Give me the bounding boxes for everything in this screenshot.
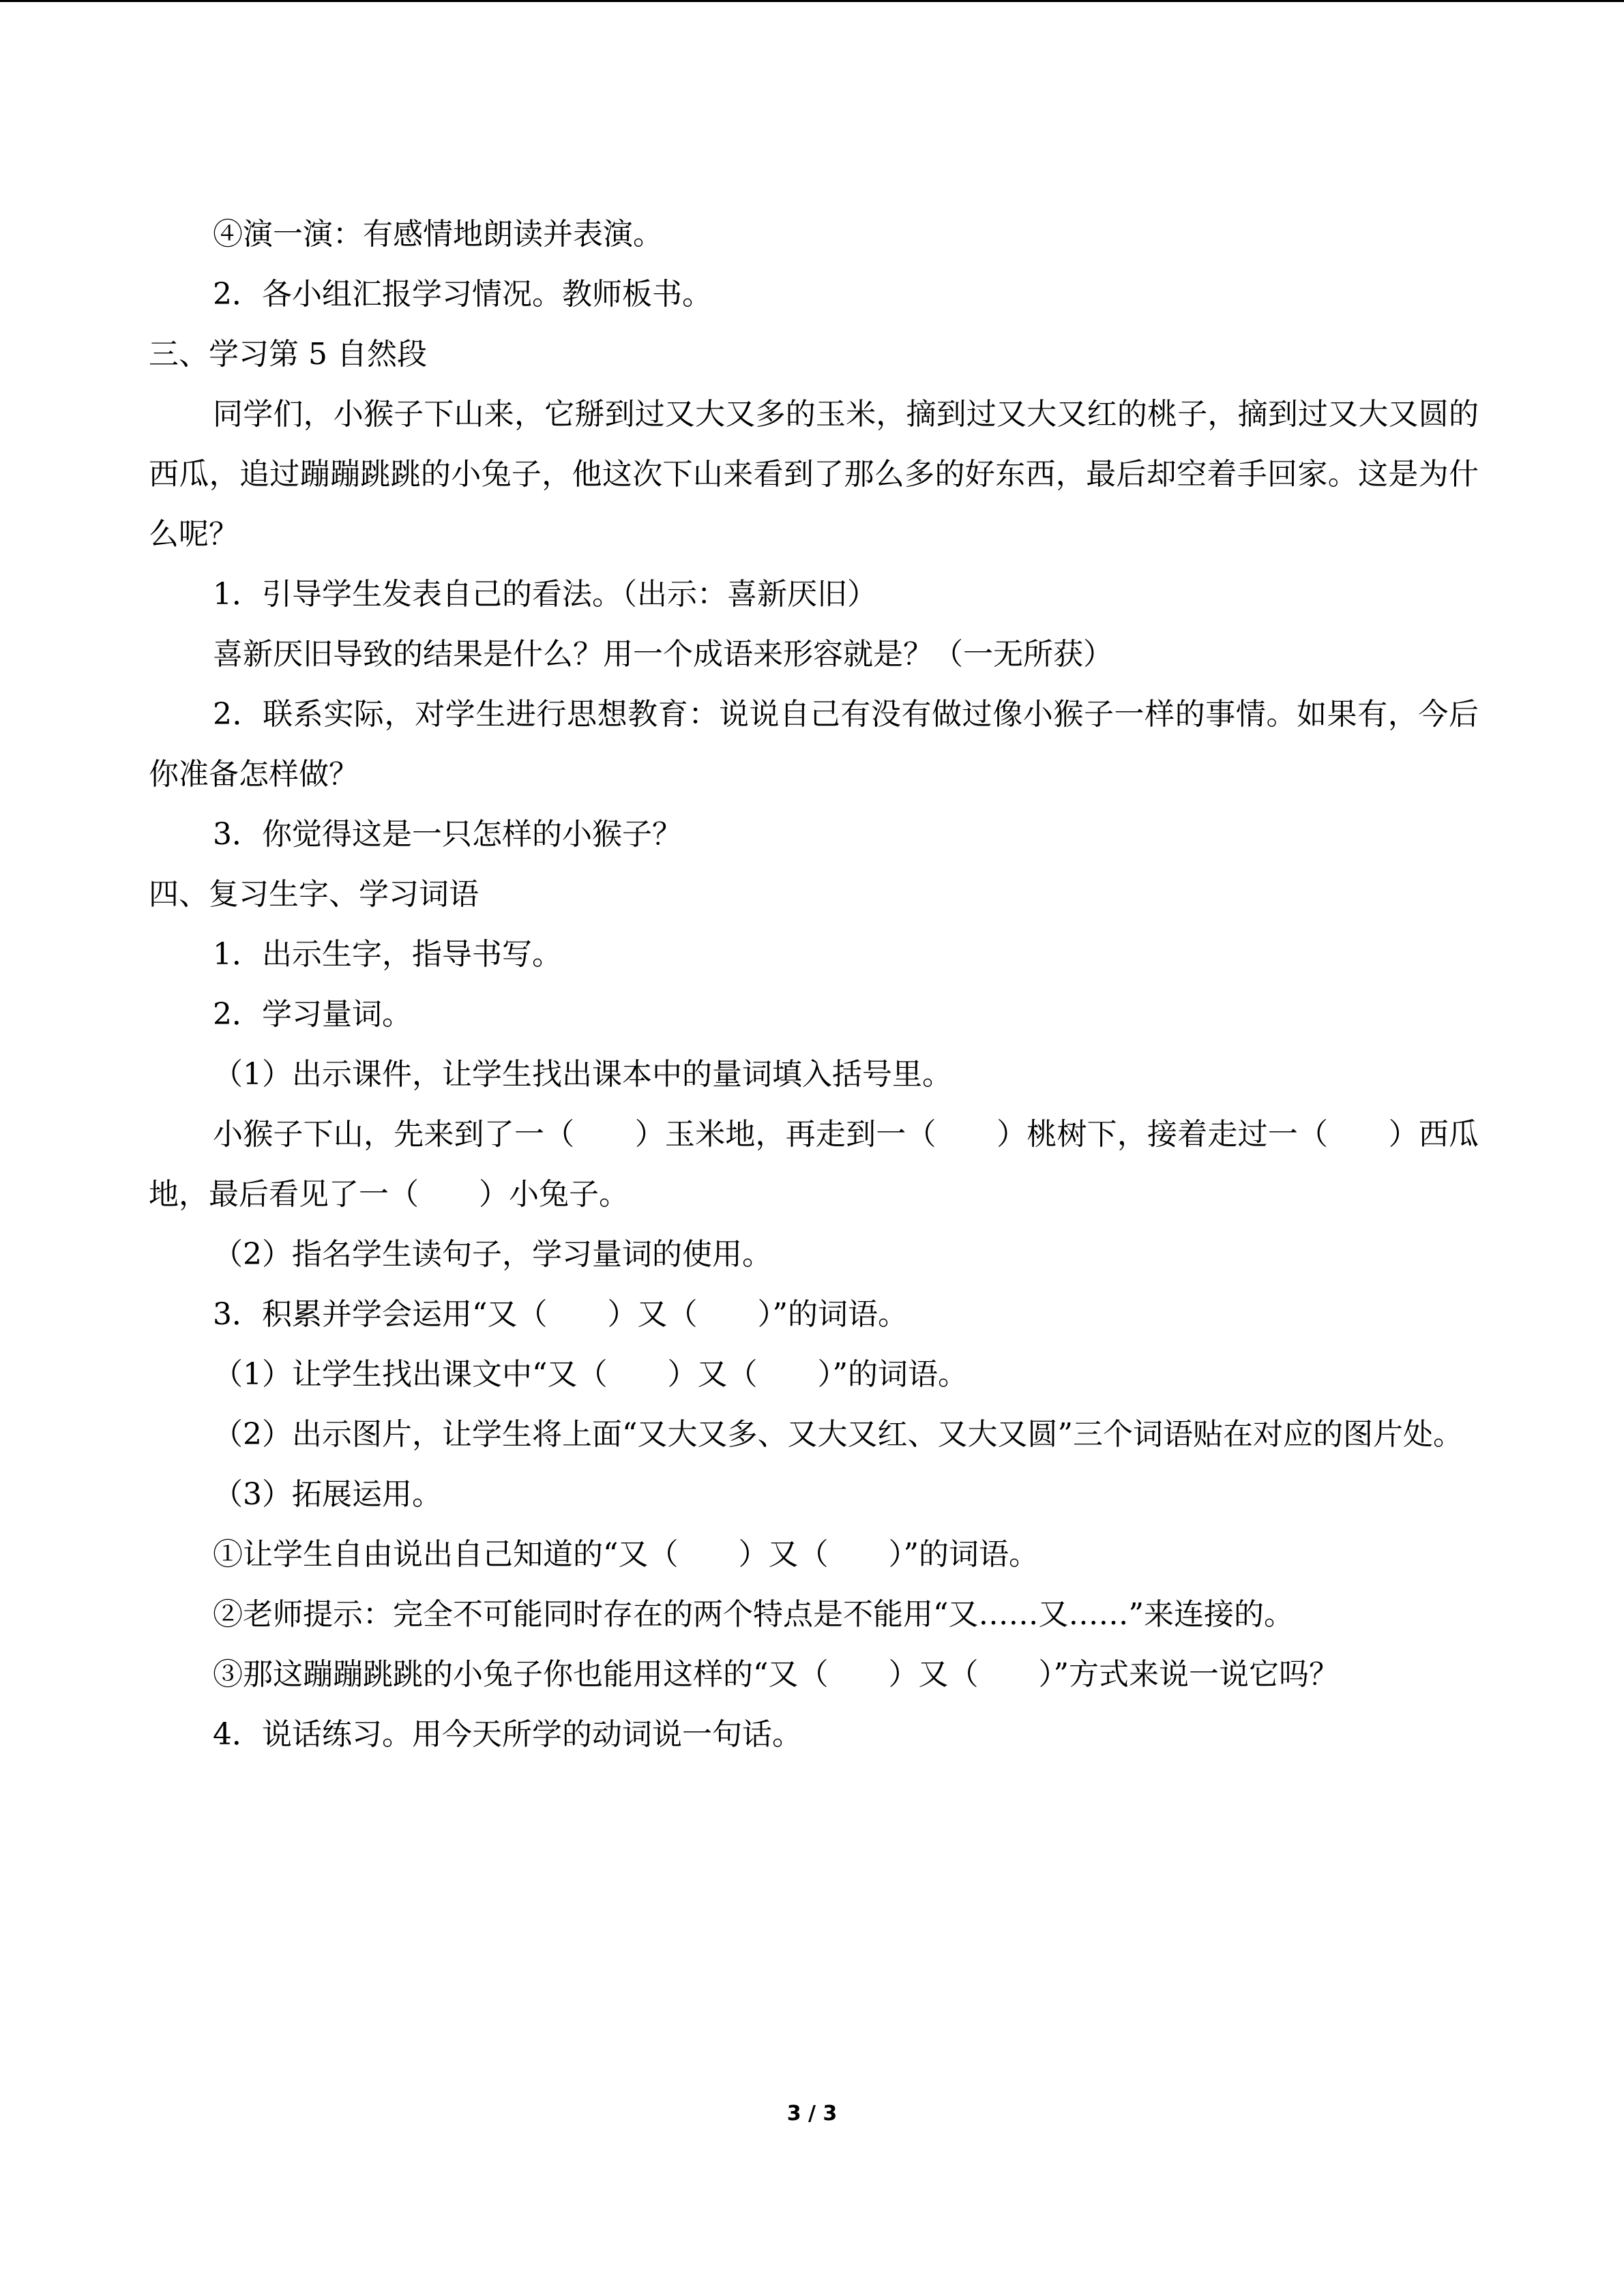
text-line: ②老师提示：完全不可能同时存在的两个特点是不能用“又……又……”来连接的。	[213, 1597, 1294, 1632]
paragraph: 小猴子下山，先来到了一（ ）玉米地，再走到一（ ）桃树下，接着走过一（ ）西瓜地，最后看见了一（ ）小兔子。	[149, 1117, 1479, 1212]
page-number: 3 / 3	[786, 2102, 838, 2126]
text-line: 1．出示生字，指导书写。	[213, 937, 562, 972]
text-line: 喜新厌旧导致的结果是什么？用一个成语来形容就是？（一无所获）	[213, 637, 1113, 672]
text-line: （1）出示课件，让学生找出课本中的量词填入括号里。	[213, 1057, 952, 1092]
text-line: （1）让学生找出课文中“又（ ）又（ ）”的词语。	[213, 1357, 968, 1392]
text-line: ③那这蹦蹦跳跳的小兔子你也能用这样的“又（ ）又（ ）”方式来说一说它吗？	[213, 1657, 1339, 1692]
text-line: 2．学习量词。	[213, 997, 412, 1032]
text-line: （3）拓展运用。	[213, 1477, 442, 1512]
text-line: 3．积累并学会运用“又（ ）又（ ）”的词语。	[213, 1297, 908, 1332]
text-line: （2）指名学生读句子，学习量词的使用。	[213, 1237, 772, 1272]
top-border-line	[0, 0, 1624, 2]
text-line: 2．各小组汇报学习情况。教师板书。	[213, 277, 712, 312]
text-line: ①让学生自由说出自己知道的“又（ ）又（ ）”的词语。	[213, 1537, 1039, 1572]
section-heading: 四、复习生字、学习词语	[149, 877, 479, 912]
text-line: 4．说话练习。用今天所学的动词说一句话。	[213, 1717, 802, 1752]
paragraph: （2）出示图片，让学生将上面“又大又多、又大又红、又大又圆”三个词语贴在对应的图片处。	[213, 1417, 1463, 1452]
text-line: 1．引导学生发表自己的看法。（出示：喜新厌旧）	[213, 577, 877, 612]
text-line: 3．你觉得这是一只怎样的小猴子？	[213, 817, 682, 852]
section-heading: 三、学习第 5 自然段	[149, 337, 427, 372]
paragraph: 2．联系实际，对学生进行思想教育：说说自己有没有做过像小猴子一样的事情。如果有，今后你准备怎样做？	[149, 697, 1479, 792]
document-body	[149, 205, 1479, 1765]
text-line: ④演一演：有感情地朗读并表演。	[213, 217, 663, 252]
paragraph: 同学们，小猴子下山来，它掰到过又大又多的玉米，摘到过又大又红的桃子，摘到过又大又圆的西瓜，追过蹦蹦跳跳的小兔子，他这次下山来看到了那么多的好东西，最后却空着手回家。这是为什么呢？	[149, 397, 1479, 552]
